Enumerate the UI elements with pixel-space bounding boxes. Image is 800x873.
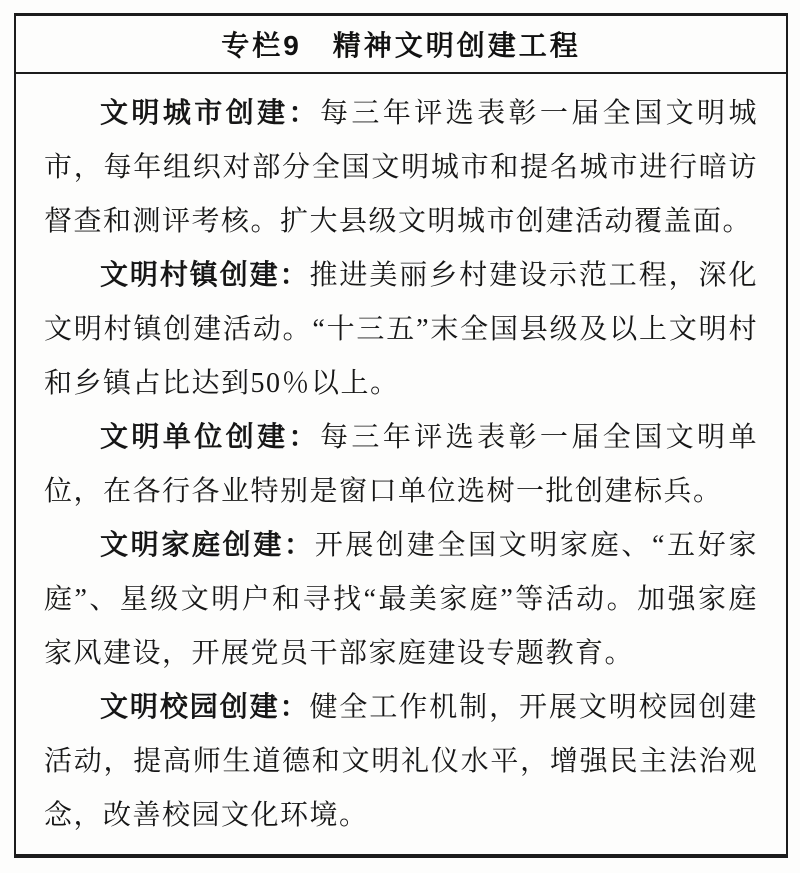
paragraph-lead: 文明校园创建：: [100, 692, 310, 723]
paragraph-civilized-family: [44, 519, 758, 681]
panel-title: 专栏9 精神文明创建工程: [221, 30, 581, 61]
panel-body: [16, 74, 786, 843]
paragraph-civilized-city: [44, 87, 758, 249]
feature-column-box: [14, 13, 788, 858]
paragraph-lead: 文明家庭创建：: [100, 530, 315, 561]
paragraph-civilized-village: [44, 249, 758, 411]
paragraph-lead: 文明单位创建：: [100, 422, 320, 453]
paragraph-text: 推进美丽乡村建设示范工程，深化文明村镇创建活动。“十三五”末全国县级及以上文明村和乡镇占比达到50％以上。: [44, 260, 758, 399]
paragraph-civilized-campus: [44, 681, 758, 843]
paragraph-text: 每三年评选表彰一届全国文明城市，每年组织对部分全国文明城市和提名城市进行暗访督查和测评考核。扩大县级文明城市创建活动覆盖面。: [44, 98, 758, 237]
paragraph-civilized-unit: [44, 411, 758, 519]
paragraph-text: 健全工作机制，开展文明校园创建活动，提高师生道德和文明礼仪水平，增强民主法治观念，改善校园文化环境。: [44, 692, 758, 831]
paragraph-lead: 文明城市创建：: [100, 98, 320, 129]
paragraph-text: 开展创建全国文明家庭、“五好家庭”、星级文明户和寻找“最美家庭”等活动。加强家庭家风建设，开展党员干部家庭建设专题教育。: [44, 530, 758, 669]
panel-header: [16, 16, 786, 74]
paragraph-lead: 文明村镇创建：: [100, 260, 310, 291]
paragraph-text: 每三年评选表彰一届全国文明单位，在各行各业特别是窗口单位选树一批创建标兵。: [44, 422, 758, 507]
